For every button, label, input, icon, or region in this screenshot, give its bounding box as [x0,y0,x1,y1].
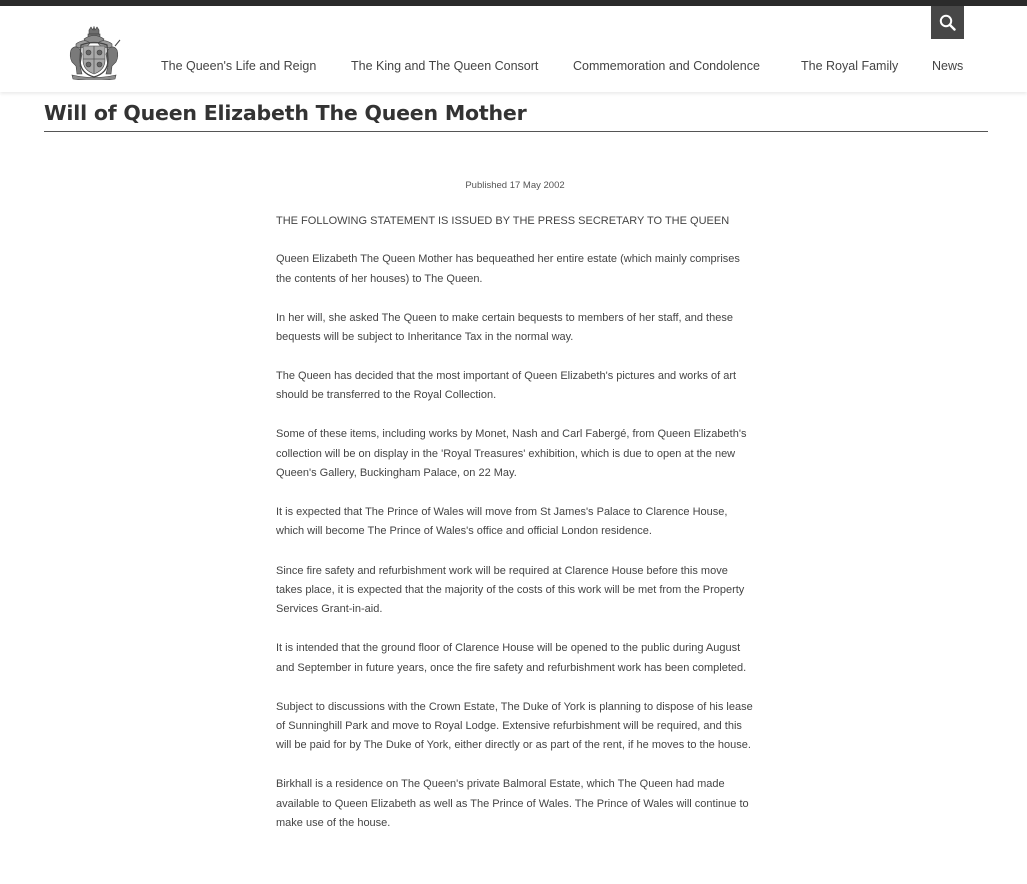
article-paragraph: Queen Elizabeth The Queen Mother has bequeathed her entire estate (which mainly comprises the contents of her houses) to The Queen. [276,253,740,285]
search-icon [939,14,956,31]
royal-coat-of-arms-logo[interactable] [66,26,122,80]
article-paragraph: Since fire safety and refurbishment work will be required at Clarence House before this move takes place, it is expected that the majority of the costs of this work will be met from the Property Services Grant-in-aid. [276,564,745,616]
article-paragraph: The Queen has decided that the most important of Queen Elizabeth's pictures and works of art should be transferred to the Royal Collection. [276,370,737,402]
nav-item-royal-family[interactable]: The Royal Family [801,59,899,73]
article-paragraph: In her will, she asked The Queen to make certain bequests to members of her staff, and these bequests will be subject to Inheritance Tax in the normal way. [276,311,733,343]
article-paragraph: Birkhall is a residence on The Queen's private Balmoral Estate, which The Queen had made available to Queen Elizabeth as well as The Prince of Wales. The Prince of Wales will continue to make use of the house. [276,778,749,829]
nav-item-commemoration-and-condolence[interactable]: Commemoration and Condolence [573,59,760,73]
nav-item-news[interactable]: News [932,59,964,73]
article-body [276,212,756,853]
nav-item-king-and-queen-consort[interactable]: The King and The Queen Consort [351,59,539,73]
site-header [0,6,1027,92]
article-paragraph: Subject to discussions with the Crown Estate, The Duke of York is planning to dispose of his lease of Sunninghill Park and move to Royal Lodge. Extensive refurbishment will be required, and this will be paid for by The Duke of York, either directly or as part of the rent, if he moves to the house. [276,700,753,752]
published-date: Published 17 May 2002 [465,180,565,191]
article-paragraph: It is expected that The Prince of Wales will move from St James's Palace to Clarence House, which will become The Prince of Wales's office and official London residence. [276,506,728,538]
article-paragraph: It is intended that the ground floor of Clarence House will be opened to the public during August and September in future years, once the fire safety and refurbishment work has been completed. [276,642,747,674]
nav-item-queens-life-and-reign[interactable]: The Queen's Life and Reign [161,59,317,73]
press-statement-heading: THE FOLLOWING STATEMENT IS ISSUED BY THE PRESS SECRETARY TO THE QUEEN [276,215,730,227]
article-paragraph: Some of these items, including works by Monet, Nash and Carl Fabergé, from Queen Elizabeth's collection will be on display in the 'Royal Treasures' exhibition, which is due to open at the new Queen's Gallery, Buckingham Palace, on 22 May. [276,428,747,480]
title-divider [44,131,988,132]
search-button[interactable] [931,6,964,39]
coat-of-arms-icon [66,26,122,80]
page-title: Will of Queen Elizabeth The Queen Mother [44,101,527,125]
